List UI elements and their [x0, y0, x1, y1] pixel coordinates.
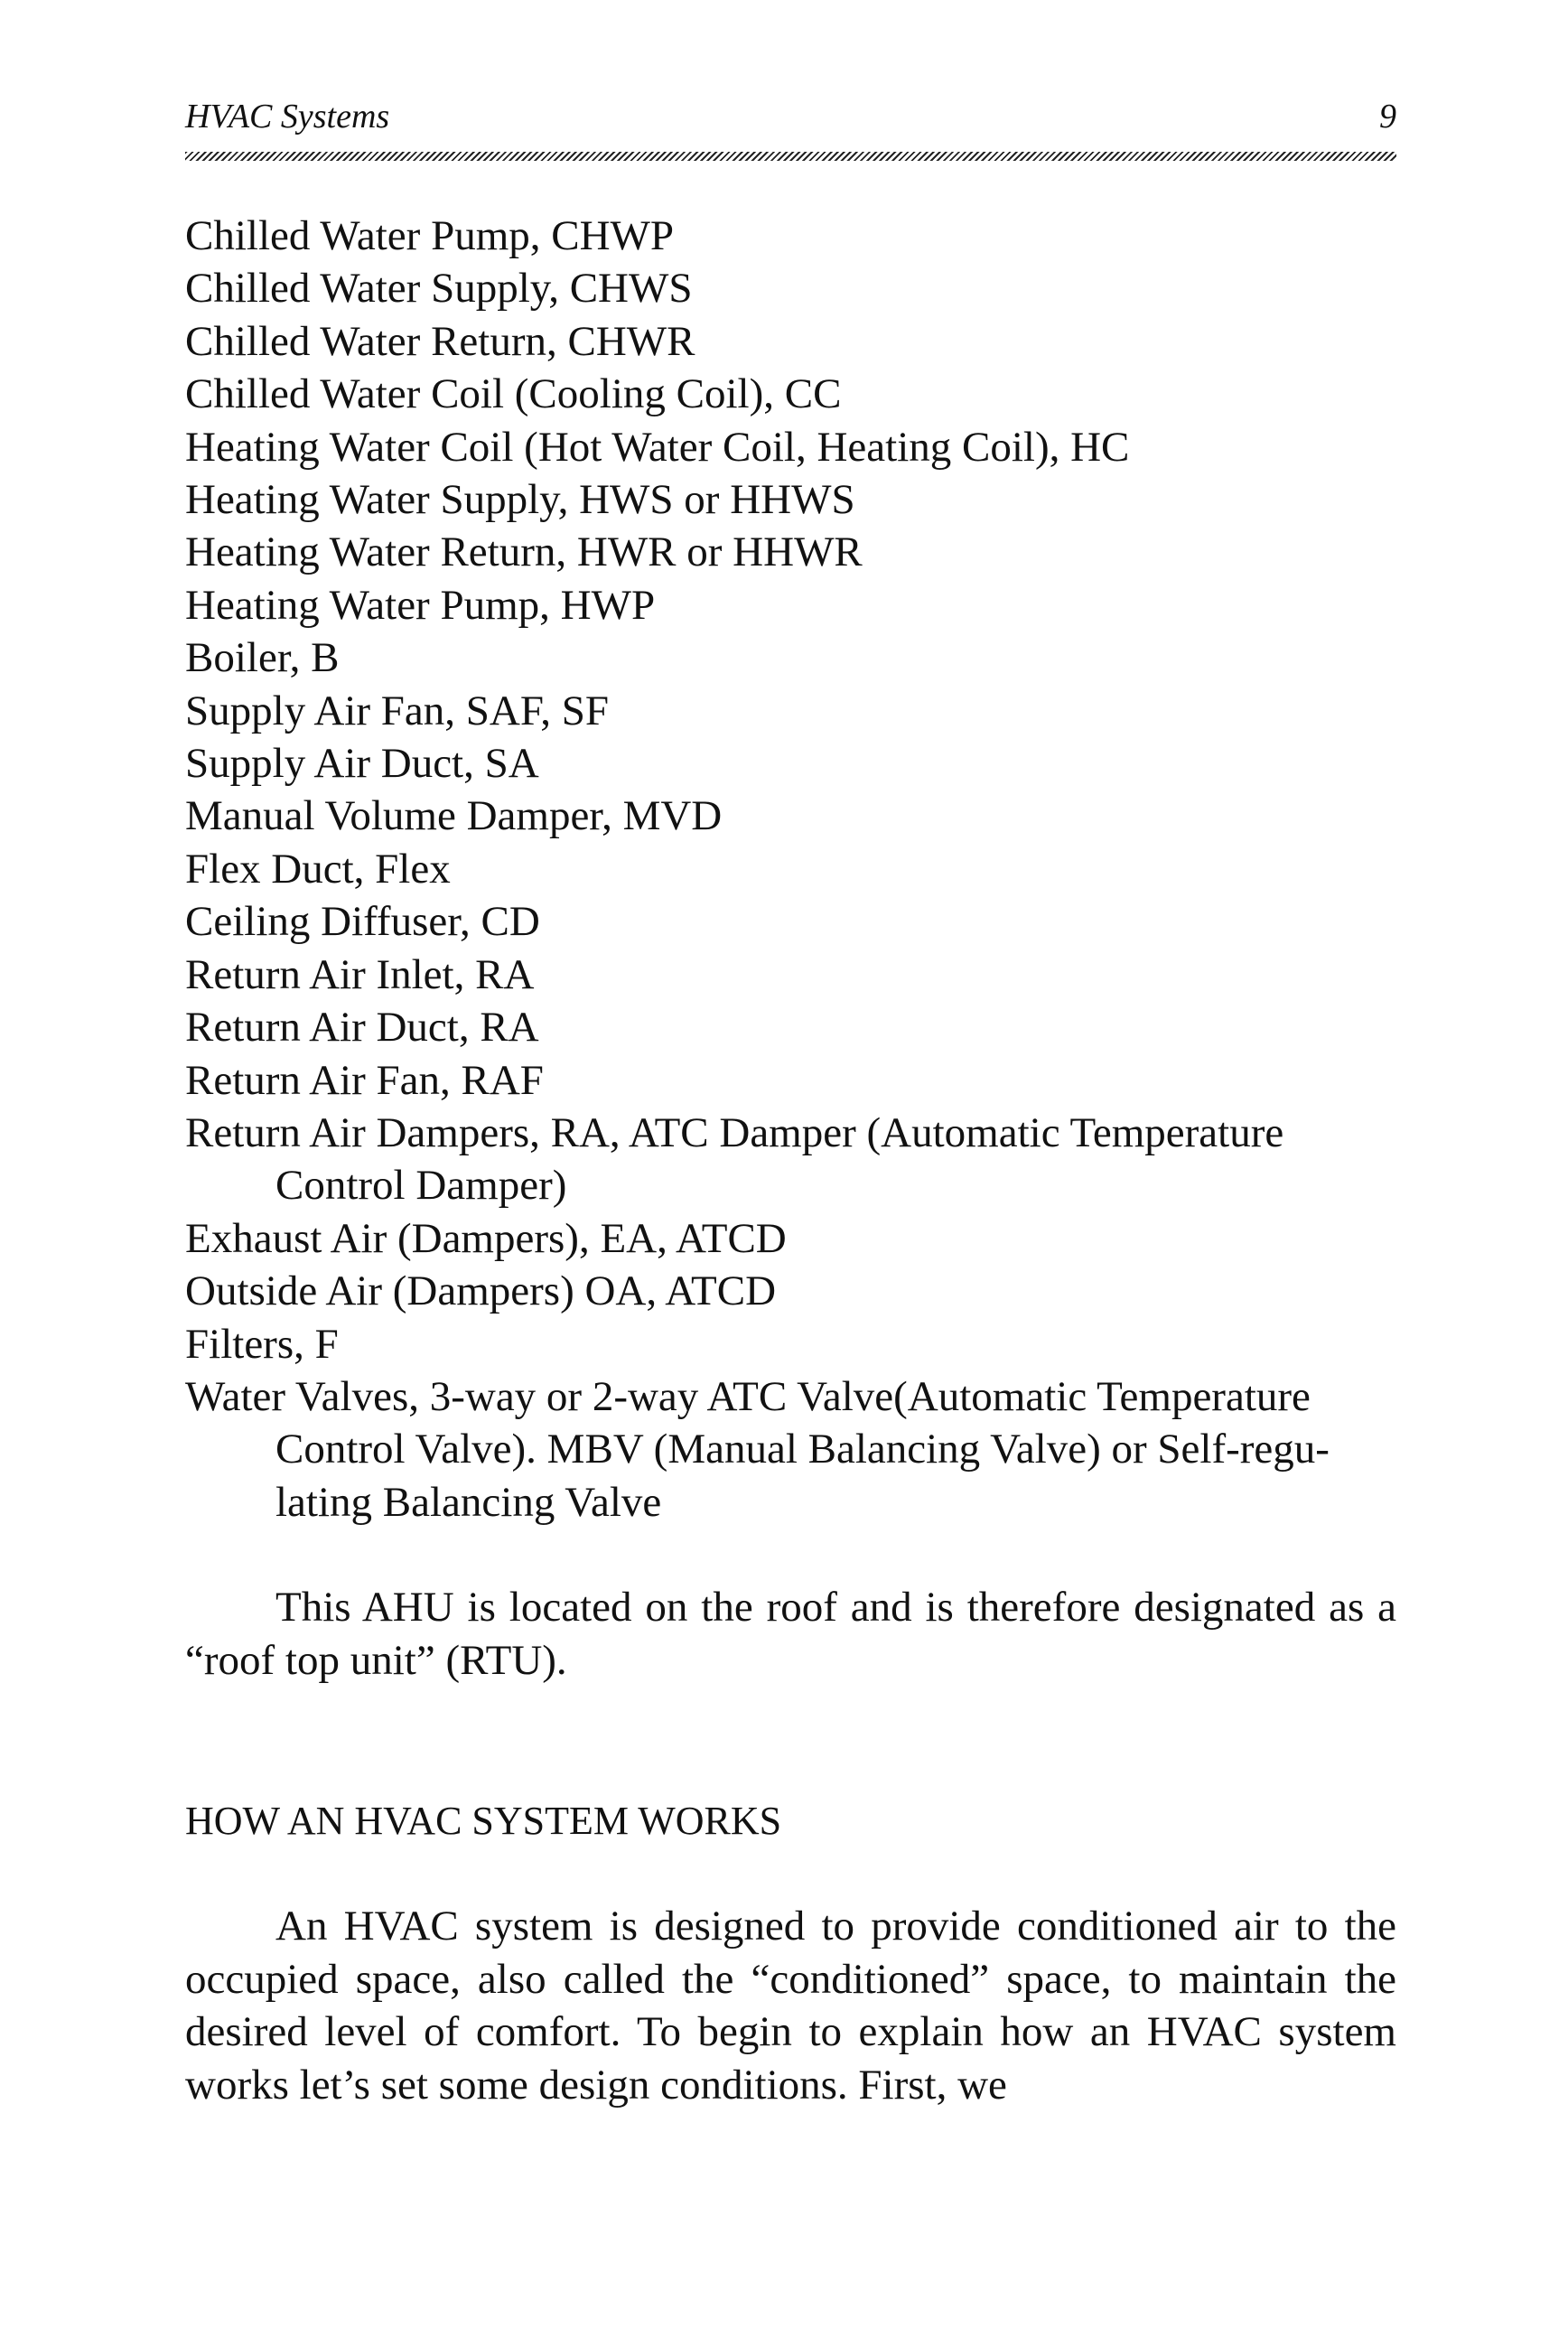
- list-item: Return Air Dampers, RA, ATC Damper (Automatic Temperature Control Damper): [185, 1108, 1284, 1210]
- page-number: 9: [1379, 98, 1396, 136]
- list-item: Supply Air Duct, SA: [185, 740, 539, 788]
- list-item: Exhaust Air (Dampers), EA, ATCD: [185, 1214, 787, 1262]
- running-header: [185, 94, 1396, 139]
- list-item: Heating Water Pump, HWP: [185, 581, 656, 629]
- list-item: Return Air Duct, RA: [185, 1004, 539, 1052]
- list-item: Heating Water Supply, HWS or HHWS: [185, 476, 855, 524]
- list-item: Ceiling Diffuser, CD: [185, 898, 540, 946]
- list-item: Chilled Water Coil (Cooling Coil), CC: [185, 370, 842, 418]
- header-rule: [185, 152, 1396, 161]
- list-item: Water Valves, 3-way or 2-way ATC Valve(Automatic Temperature Control Valve). MBV (Manual Balancing Valve) or Self-regulating Balancing Valve: [185, 1372, 1330, 1526]
- intro-paragraph: An HVAC system is designed to provide conditioned air to the occupied space, also called the “conditioned” space, to maintain the desired level of comfort. To begin to explain how an HVAC system works let’s set some design conditions. First, we: [185, 1903, 1396, 2109]
- list-item: Chilled Water Pump, CHWP: [185, 212, 675, 259]
- page-body: [185, 210, 1396, 2111]
- list-item: Outside Air (Dampers) OA, ATCD: [185, 1267, 777, 1315]
- list-item: Supply Air Fan, SAF, SF: [185, 687, 609, 734]
- list-item: Manual Volume Damper, MVD: [185, 792, 723, 840]
- list-item: Heating Water Coil (Hot Water Coil, Heating Coil), HC: [185, 423, 1130, 471]
- abbreviation-list: [185, 210, 1396, 1529]
- running-header-title: HVAC Systems: [185, 98, 390, 136]
- list-item: Return Air Inlet, RA: [185, 950, 535, 998]
- list-item: Flex Duct, Flex: [185, 845, 451, 893]
- rtu-paragraph: This AHU is located on the roof and is therefore designated as a “roof top unit” (RTU).: [185, 1584, 1396, 1684]
- list-item: Filters, F: [185, 1320, 339, 1368]
- list-item: Boiler, B: [185, 634, 340, 682]
- list-item: Return Air Fan, RAF: [185, 1056, 544, 1104]
- list-item: Chilled Water Supply, CHWS: [185, 265, 693, 313]
- list-item: Chilled Water Return, CHWR: [185, 317, 695, 365]
- section-heading: HOW AN HVAC SYSTEM WORKS: [185, 1799, 782, 1844]
- list-item: Heating Water Return, HWR or HHWR: [185, 528, 863, 576]
